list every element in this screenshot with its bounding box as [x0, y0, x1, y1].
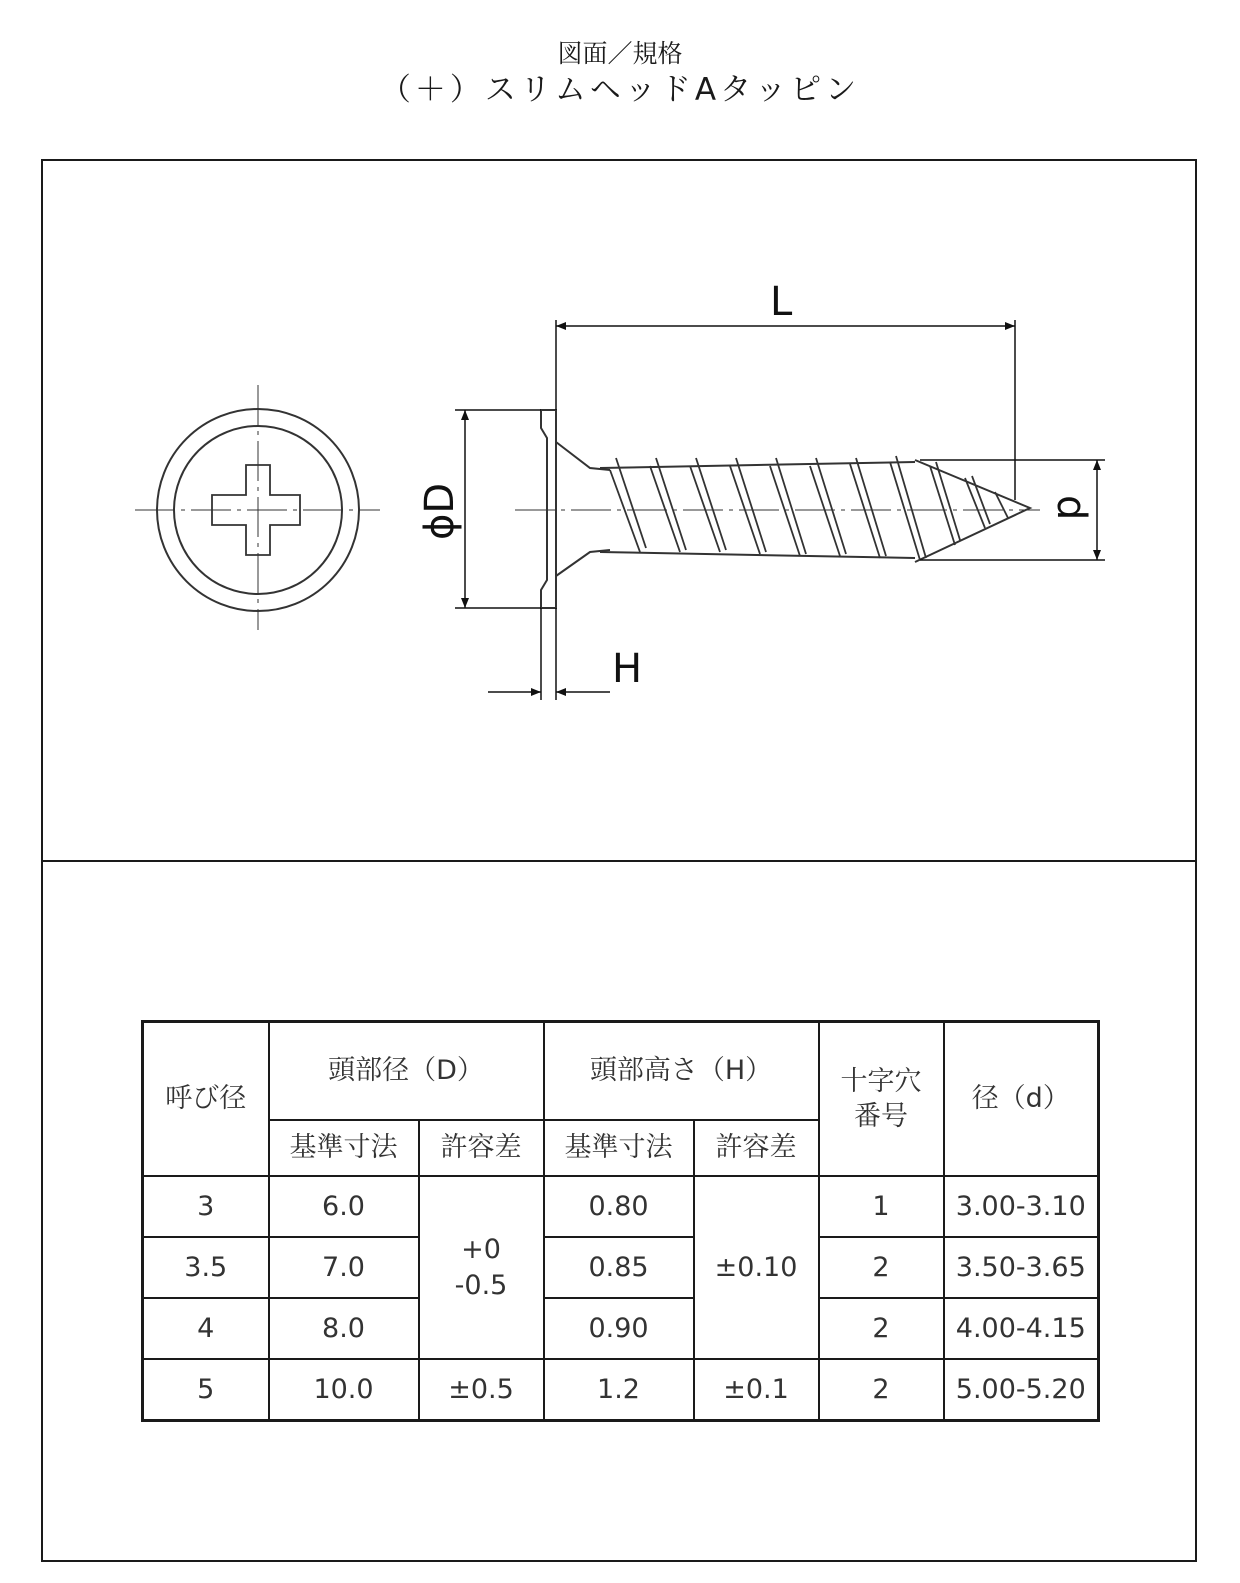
subheader-basic-D: 基準寸法 — [269, 1120, 419, 1176]
cell-H: 0.90 — [544, 1298, 694, 1359]
cell-recess: 2 — [819, 1237, 944, 1298]
table-row — [143, 1359, 1099, 1421]
header-nominal: 呼び径 — [143, 1022, 269, 1177]
header-cross-recess — [819, 1022, 944, 1177]
frame-divider — [41, 860, 1197, 862]
cell-d: 5.00-5.20 — [944, 1359, 1099, 1421]
header-cross-recess-line2: 番号 — [854, 1101, 909, 1132]
cell-recess: 2 — [819, 1359, 944, 1421]
cell-nominal: 3.5 — [143, 1237, 269, 1298]
cell-D: 7.0 — [269, 1237, 419, 1298]
spec-table — [141, 1020, 1100, 1422]
header-head-diameter: 頭部径（D） — [269, 1022, 544, 1121]
product-name: （＋）スリムヘッドAタッピン — [379, 72, 861, 108]
cell-D: 8.0 — [269, 1298, 419, 1359]
screw-side-view — [515, 410, 1040, 608]
tol-D-group-line2: -0.5 — [454, 1269, 508, 1301]
head-top-view — [135, 385, 380, 630]
subheader-tol-D: 許容差 — [419, 1120, 544, 1176]
table-row — [143, 1176, 1099, 1237]
cell-nominal: 3 — [143, 1176, 269, 1237]
cell-d: 3.00-3.10 — [944, 1176, 1099, 1237]
page-title: 図面／規格 — [557, 39, 683, 68]
table-row — [143, 1298, 1099, 1359]
cell-tol-H: ±0.1 — [694, 1359, 819, 1421]
cell-H: 1.2 — [544, 1359, 694, 1421]
tol-D-group-line1: +0 — [461, 1234, 501, 1266]
subheader-tol-H: 許容差 — [694, 1120, 819, 1176]
table-row — [143, 1237, 1099, 1298]
cell-H: 0.85 — [544, 1237, 694, 1298]
label-d: d — [1048, 495, 1094, 521]
cell-recess: 2 — [819, 1298, 944, 1359]
label-phi-D: ϕD — [417, 482, 463, 540]
cell-d: 3.50-3.65 — [944, 1237, 1099, 1298]
cell-D: 6.0 — [269, 1176, 419, 1237]
cell-H: 0.80 — [544, 1176, 694, 1237]
header-head-height: 頭部高さ（H） — [544, 1022, 819, 1121]
cell-nominal: 5 — [143, 1359, 269, 1421]
label-L: L — [770, 279, 793, 325]
cell-tol-D-group — [419, 1176, 544, 1359]
cell-tol-D: ±0.5 — [419, 1359, 544, 1421]
cell-D: 10.0 — [269, 1359, 419, 1421]
cell-recess: 1 — [819, 1176, 944, 1237]
cell-tol-H-group: ±0.10 — [694, 1176, 819, 1359]
subheader-basic-H: 基準寸法 — [544, 1120, 694, 1176]
header-cross-recess-line1: 十字穴 — [840, 1065, 922, 1097]
label-H: H — [612, 646, 643, 692]
header-diameter: 径（d） — [944, 1022, 1099, 1177]
cell-d: 4.00-4.15 — [944, 1298, 1099, 1359]
cell-nominal: 4 — [143, 1298, 269, 1359]
